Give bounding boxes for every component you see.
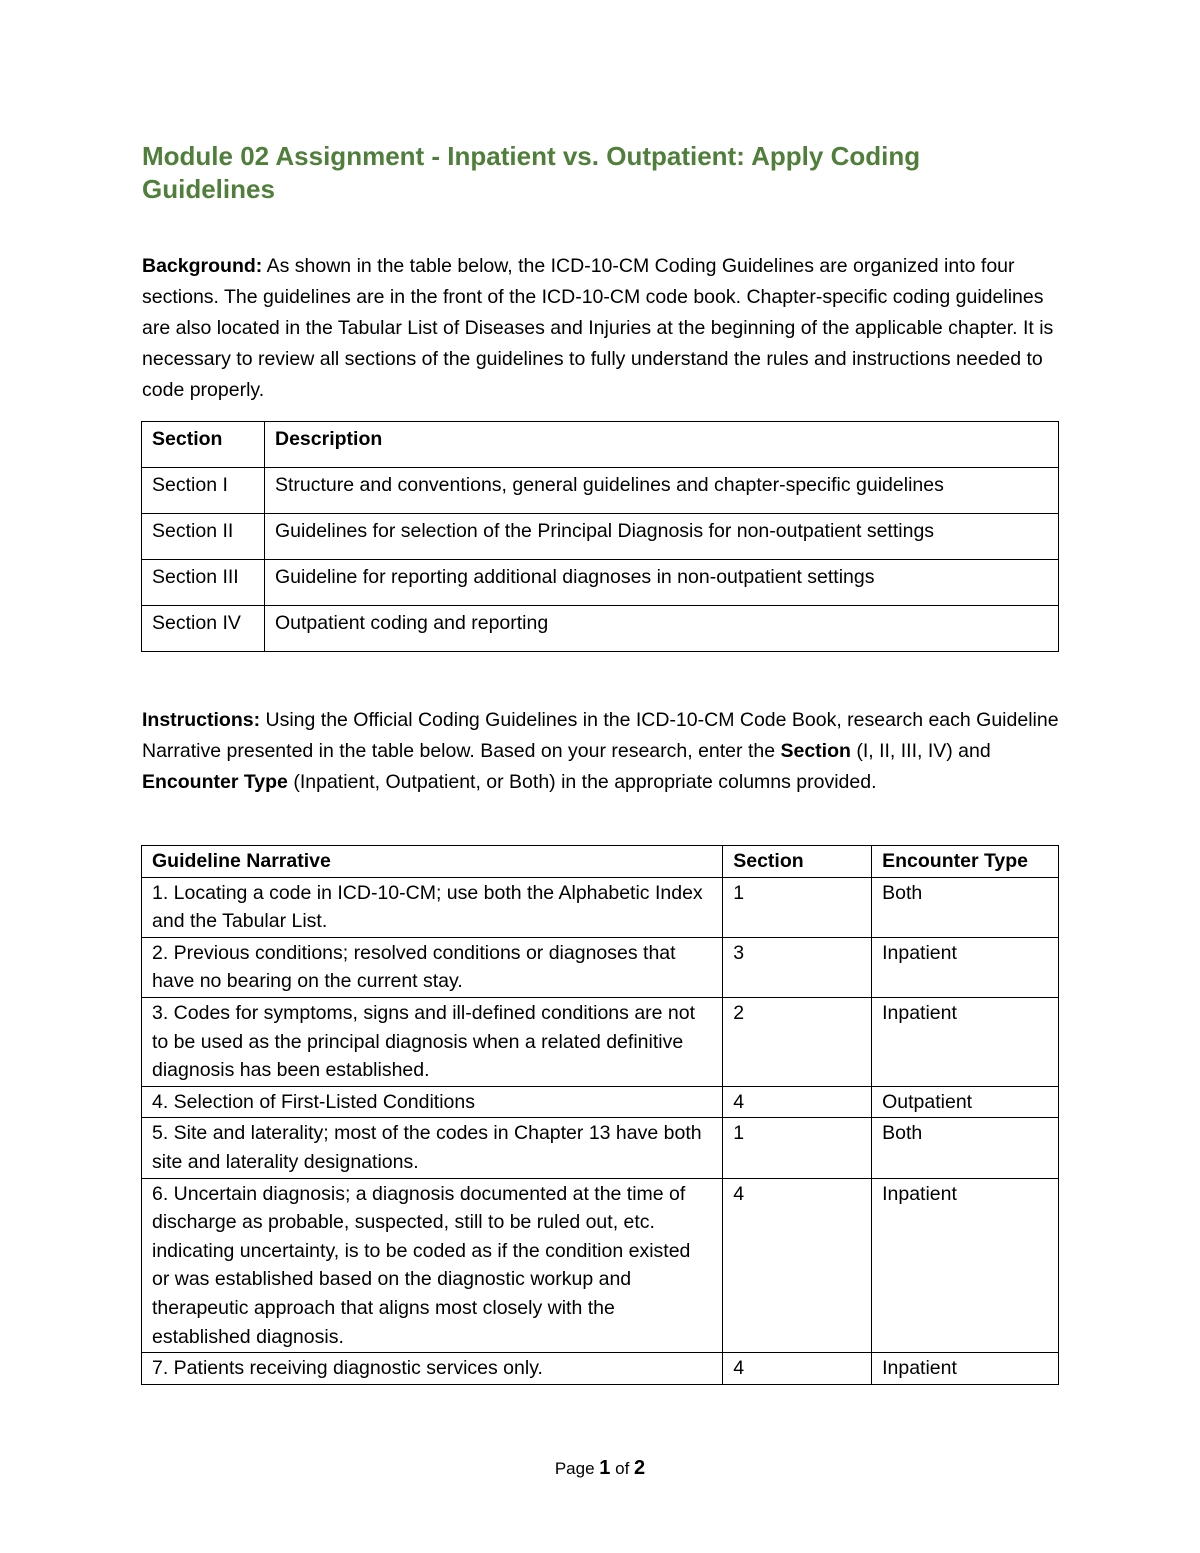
encounter-cell: Inpatient bbox=[872, 1178, 1059, 1353]
header-guideline-narrative: Guideline Narrative bbox=[142, 846, 723, 878]
description-cell: Guideline for reporting additional diagnoses in non-outpatient settings bbox=[265, 560, 1059, 606]
section-cell: Section III bbox=[142, 560, 265, 606]
page-title: Module 02 Assignment - Inpatient vs. Outpatient: Apply Coding Guidelines bbox=[142, 141, 921, 204]
page-footer bbox=[0, 1455, 1200, 1482]
header-description: Description bbox=[265, 422, 1059, 468]
table-row bbox=[142, 877, 1059, 937]
total-pages: 2 bbox=[634, 1457, 646, 1479]
encounter-cell: Inpatient bbox=[872, 937, 1059, 997]
section-cell: Section I bbox=[142, 468, 265, 514]
description-cell: Guidelines for selection of the Principal Diagnosis for non-outpatient settings bbox=[265, 514, 1059, 560]
table-row bbox=[142, 514, 1059, 560]
table-row bbox=[142, 937, 1059, 997]
encounter-cell: Outpatient bbox=[872, 1086, 1059, 1118]
table-row bbox=[142, 1178, 1059, 1353]
narrative-cell: 5. Site and laterality; most of the codes in Chapter 13 have both site and laterality designations. bbox=[142, 1118, 723, 1178]
table-header-row bbox=[142, 422, 1059, 468]
section-cell: 1 bbox=[723, 1118, 872, 1178]
sections-table bbox=[141, 421, 1059, 652]
narrative-cell: 1. Locating a code in ICD-10-CM; use both the Alphabetic Index and the Tabular List. bbox=[142, 877, 723, 937]
table-row bbox=[142, 1086, 1059, 1118]
narrative-cell: 6. Uncertain diagnosis; a diagnosis documented at the time of discharge as probable, suspected, still to be ruled out, etc. indicating uncertainty, is to be coded as if the condition existed or was established based on the diagnostic workup and therapeutic approach that aligns most closely with the established diagnosis. bbox=[142, 1178, 723, 1353]
table-row bbox=[142, 997, 1059, 1086]
table-row bbox=[142, 606, 1059, 652]
encounter-cell: Both bbox=[872, 877, 1059, 937]
instructions-bold-encounter: Encounter Type bbox=[142, 771, 288, 793]
section-cell: 3 bbox=[723, 937, 872, 997]
encounter-cell: Both bbox=[872, 1118, 1059, 1178]
instructions-text-1: Using the Official Coding Guidelines in the ICD-10-CM Code Book, research each Guideline Narrative presented in the table below. Based on your research, enter the bbox=[142, 709, 1059, 762]
page-number: 1 bbox=[599, 1457, 611, 1479]
header-section: Section bbox=[142, 422, 265, 468]
table-row bbox=[142, 1118, 1059, 1178]
header-encounter-type: Encounter Type bbox=[872, 846, 1059, 878]
guidelines-table bbox=[141, 845, 1059, 1385]
narrative-cell: 3. Codes for symptoms, signs and ill-defined conditions are not to be used as the principal diagnosis when a related definitive diagnosis has been established. bbox=[142, 997, 723, 1086]
table-row bbox=[142, 468, 1059, 514]
background-paragraph bbox=[142, 251, 1062, 406]
narrative-cell: 4. Selection of First-Listed Conditions bbox=[142, 1086, 723, 1118]
encounter-cell: Inpatient bbox=[872, 997, 1059, 1086]
instructions-paragraph bbox=[142, 705, 1062, 798]
table-row bbox=[142, 560, 1059, 606]
table-row bbox=[142, 1353, 1059, 1385]
description-cell: Structure and conventions, general guidelines and chapter-specific guidelines bbox=[265, 468, 1059, 514]
page-label: Page bbox=[554, 1459, 600, 1478]
background-label: Background: bbox=[142, 255, 263, 277]
background-text: As shown in the table below, the ICD-10-CM Coding Guidelines are organized into four sections. The guidelines are in the front of the ICD-10-CM code book. Chapter-specific coding guidelines are also located in the Tabular List of Diseases and Injuries at the beginning of the applicable chapter. It is necessary to review all sections of the guidelines to fully understand the rules and instructions needed to code properly. bbox=[142, 255, 1054, 401]
instructions-label: Instructions: bbox=[142, 709, 261, 731]
section-cell: 4 bbox=[723, 1086, 872, 1118]
narrative-cell: 2. Previous conditions; resolved conditions or diagnoses that have no bearing on the current stay. bbox=[142, 937, 723, 997]
table-header-row bbox=[142, 846, 1059, 878]
instructions-text-3: (Inpatient, Outpatient, or Both) in the appropriate columns provided. bbox=[287, 771, 877, 793]
section-cell: 4 bbox=[723, 1178, 872, 1353]
instructions-bold-section: Section bbox=[780, 740, 851, 762]
description-cell: Outpatient coding and reporting bbox=[265, 606, 1059, 652]
encounter-cell: Inpatient bbox=[872, 1353, 1059, 1385]
section-cell: 4 bbox=[723, 1353, 872, 1385]
section-cell: Section II bbox=[142, 514, 265, 560]
section-cell: 2 bbox=[723, 997, 872, 1086]
header-section: Section bbox=[723, 846, 872, 878]
of-label: of bbox=[610, 1459, 635, 1478]
instructions-text-2: (I, II, III, IV) and bbox=[850, 740, 991, 762]
narrative-cell: 7. Patients receiving diagnostic services only. bbox=[142, 1353, 723, 1385]
section-cell: 1 bbox=[723, 877, 872, 937]
section-cell: Section IV bbox=[142, 606, 265, 652]
